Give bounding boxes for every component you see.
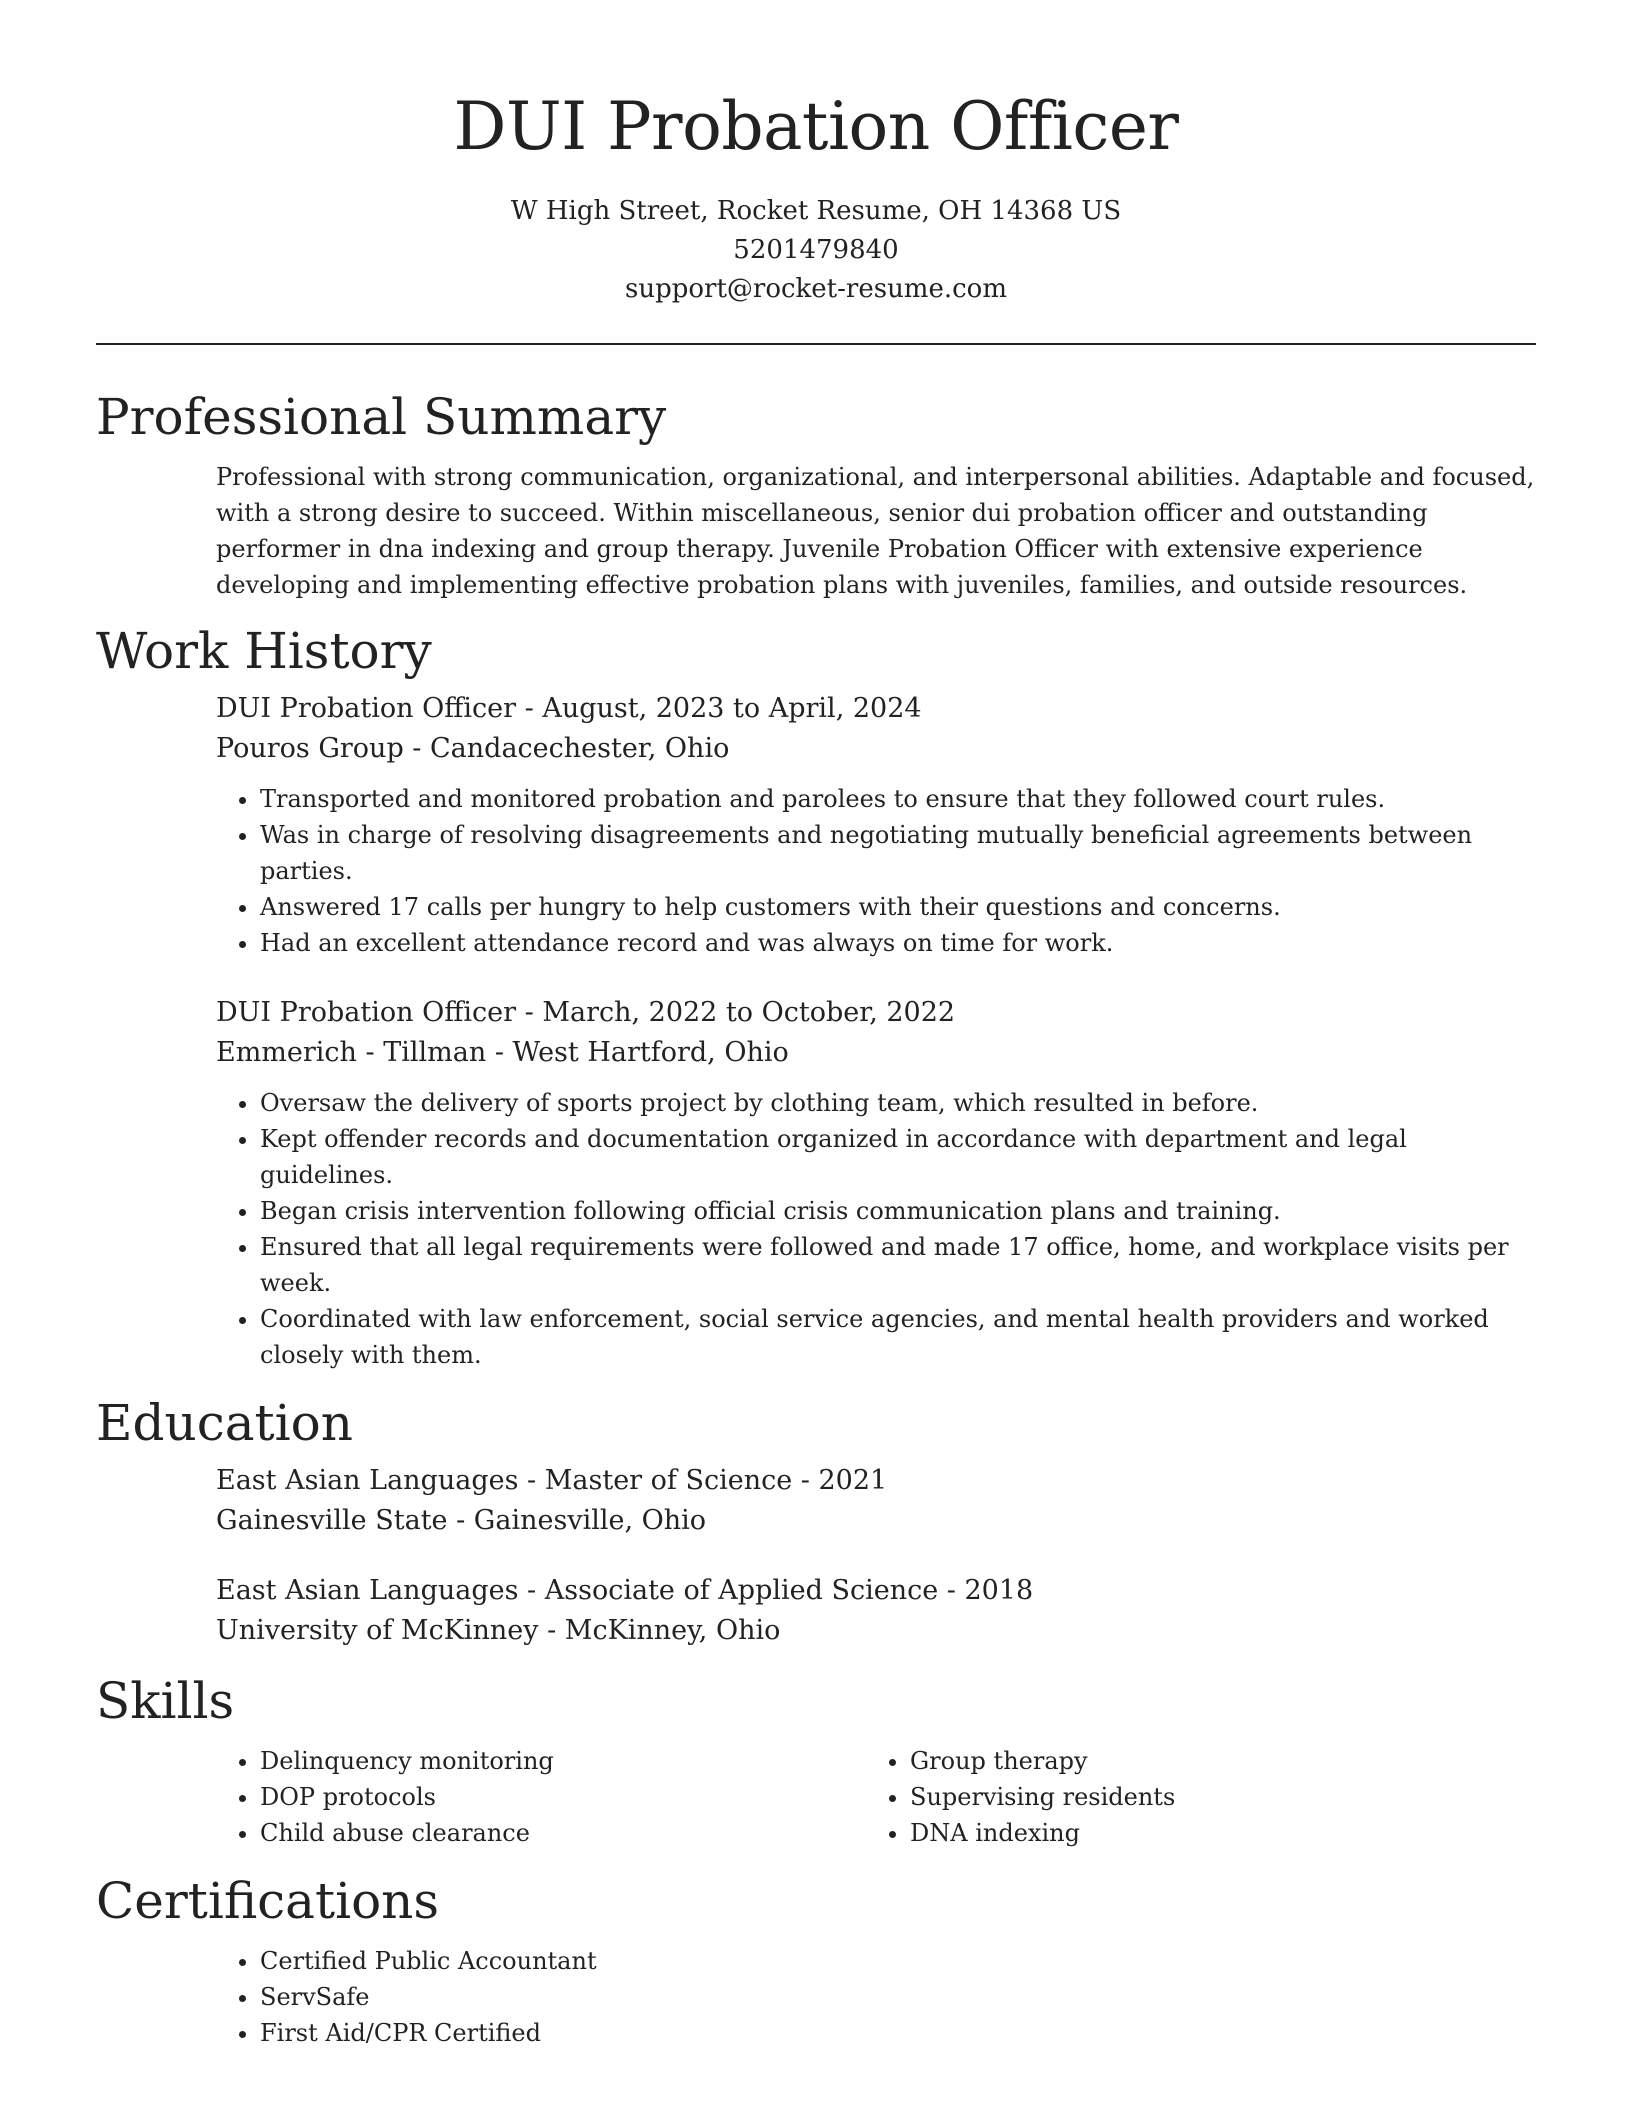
school-line: University of McKinney - McKinney, Ohio: [216, 1615, 781, 1646]
address: W High Street, Rocket Resume, OH 14368 US: [510, 196, 1122, 226]
certification-item: • Certified Public Accountant: [260, 1943, 1536, 1979]
skill-item: • Delinquency monitoring: [260, 1743, 866, 1779]
job-bullets: [216, 781, 1536, 961]
job-company-line: Emmerich - Tillman - West Hartford, Ohio: [216, 1037, 789, 1068]
job-bullet: • Answered 17 calls per hungry to help customers with their questions and concerns.: [260, 889, 1536, 925]
degree-line: East Asian Languages - Associate of Applied Science - 2018: [216, 1575, 1034, 1606]
skill-item: • DOP protocols: [260, 1779, 866, 1815]
resume-header: [96, 0, 1536, 309]
job-bullet: • Began crisis intervention following official crisis communication plans and training.: [260, 1193, 1536, 1229]
job-bullet: • Coordinated with law enforcement, social service agencies, and mental health providers and worked closely with them.: [260, 1301, 1536, 1373]
job-title-line: DUI Probation Officer - March, 2022 to October, 2022: [216, 997, 956, 1028]
skill-item: • Group therapy: [910, 1743, 1516, 1779]
skill-item: • DNA indexing: [910, 1815, 1516, 1851]
education-section: [96, 1391, 1536, 1651]
education-body: [96, 1461, 1536, 1651]
skills-body: [96, 1733, 1536, 1851]
section-title-education: Education: [96, 1394, 353, 1452]
education-entry: [216, 1571, 1536, 1651]
section-title-certifications: Certifications: [96, 1872, 440, 1930]
job-bullets: [216, 1085, 1536, 1373]
skills-section: [96, 1669, 1536, 1851]
summary-text: Professional with strong communication, organizational, and interpersonal abilities. Adaptable and focused, with a strong desire to succeed. Within miscellaneous, senior dui probation officer and outstanding performer in dna indexing and group therapy. Juvenile Probation Officer with extensive experience developing and implementing effective probation plans with juveniles, families, and outside resources.: [216, 463, 1535, 599]
phone-number: 5201479840: [733, 235, 899, 265]
job-bullet: • Oversaw the delivery of sports project by clothing team, which resulted in before.: [260, 1085, 1536, 1121]
job-bullet: • Had an excellent attendance record and was always on time for work.: [260, 925, 1536, 961]
skills-grid: [216, 1733, 1536, 1851]
certifications-section: [96, 1869, 1536, 2051]
contact-block: [96, 192, 1536, 309]
job-bullet: • Ensured that all legal requirements were followed and made 17 office, home, and workplace visits per week.: [260, 1229, 1536, 1301]
certification-item: • First Aid/CPR Certified: [260, 2015, 1536, 2051]
school-line: Gainesville State - Gainesville, Ohio: [216, 1505, 707, 1536]
candidate-name: DUI Probation Officer: [453, 88, 1179, 165]
education-entry: [216, 1461, 1536, 1541]
summary-section: [96, 385, 1536, 603]
email-address: support@rocket-resume.com: [624, 274, 1007, 304]
work-history-body: [96, 689, 1536, 1373]
section-title-skills: Skills: [96, 1672, 235, 1730]
job-company-line: Pouros Group - Candacechester, Ohio: [216, 733, 730, 764]
job-entry: [216, 689, 1536, 961]
job-bullet: • Was in charge of resolving disagreements and negotiating mutually beneficial agreements between parties.: [260, 817, 1536, 889]
job-title-line: DUI Probation Officer - August, 2023 to April, 2024: [216, 693, 922, 724]
degree-line: East Asian Languages - Master of Science - 2021: [216, 1465, 888, 1496]
job-entry: [216, 993, 1536, 1373]
certification-item: • ServSafe: [260, 1979, 1536, 2015]
work-history-section: [96, 619, 1536, 1373]
certifications-body: [96, 1943, 1536, 2051]
section-title-work-history: Work History: [96, 622, 432, 680]
section-title-summary: Professional Summary: [96, 388, 667, 446]
skills-column-right: [866, 1743, 1516, 1851]
skill-item: • Supervising residents: [910, 1779, 1516, 1815]
skills-column-left: [216, 1743, 866, 1851]
job-bullet: • Kept offender records and documentation organized in accordance with department and legal guidelines.: [260, 1121, 1536, 1193]
job-bullet: • Transported and monitored probation and parolees to ensure that they followed court rules.: [260, 781, 1536, 817]
header-divider: [96, 343, 1536, 345]
certifications-list: [216, 1943, 1536, 2051]
skill-item: • Child abuse clearance: [260, 1815, 866, 1851]
summary-body: [96, 459, 1536, 603]
